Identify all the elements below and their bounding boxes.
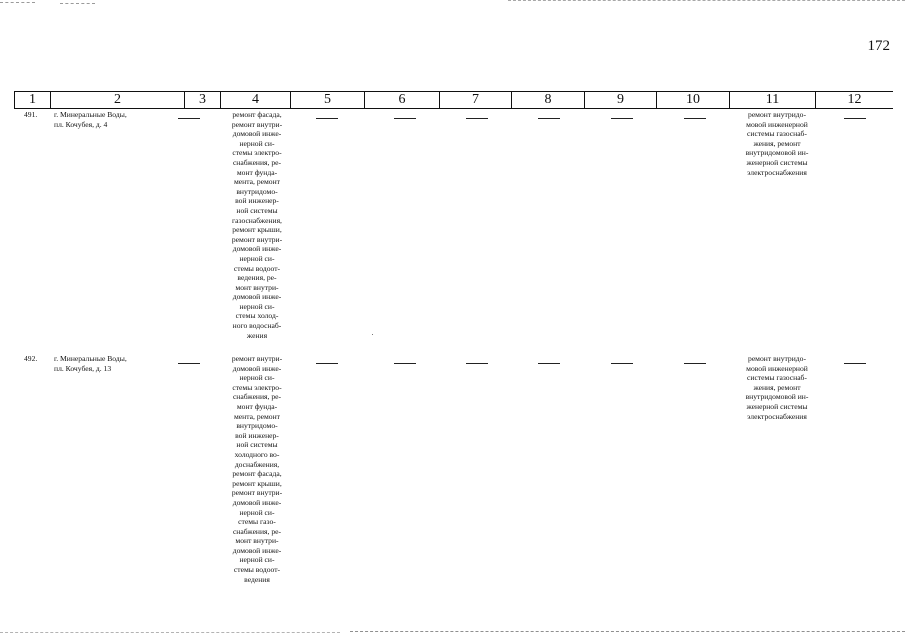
empty-dash-col12 bbox=[844, 118, 866, 119]
row-works: ремонт фасада, ремонт внутри- домовой инже- нерной си- стемы электро- снабжения, ре- монт фунда- мента, ремонт внутридомо- вой инженер- ной системы газоснабжения, ремонт крыши, ремонт внутри- домовой инже- нерной си- стемы водоот- ведения, ре- монт внутри- домовой инже- нерной си- стемы холод- ного водоснаб- жения bbox=[231, 110, 283, 340]
empty-dash-col7 bbox=[466, 363, 488, 364]
empty-dash-col8 bbox=[538, 118, 560, 119]
empty-dash-col8 bbox=[538, 363, 560, 364]
header-col-10: 10 bbox=[657, 92, 730, 108]
empty-dash-col5 bbox=[316, 363, 338, 364]
row-col11-works: ремонт внутридо- мовой инженерной системы газоснаб- жения, ремонт внутридомовой ин- женерной системы электроснабжения bbox=[745, 354, 809, 421]
empty-dash-col7 bbox=[466, 118, 488, 119]
table-header-row bbox=[14, 91, 893, 109]
empty-dash-col3 bbox=[178, 363, 200, 364]
scan-bottom-edge bbox=[0, 630, 905, 640]
header-col-8: 8 bbox=[512, 92, 585, 108]
empty-dash-col3 bbox=[178, 118, 200, 119]
scan-top-edge bbox=[0, 0, 905, 8]
scan-speck bbox=[372, 334, 373, 335]
empty-dash-col6 bbox=[394, 118, 416, 119]
row-number: 492. bbox=[24, 354, 38, 363]
header-col-7: 7 bbox=[440, 92, 512, 108]
row-number: 491. bbox=[24, 110, 38, 119]
empty-dash-col9 bbox=[611, 118, 633, 119]
empty-dash-col10 bbox=[684, 118, 706, 119]
header-col-5: 5 bbox=[291, 92, 365, 108]
header-col-1: 1 bbox=[15, 92, 51, 108]
row-address: г. Минеральные Воды, пл. Кочубея, д. 4 bbox=[54, 110, 127, 129]
empty-dash-col5 bbox=[316, 118, 338, 119]
header-col-4: 4 bbox=[221, 92, 291, 108]
page-number: 172 bbox=[867, 38, 890, 54]
row-address: г. Минеральные Воды, пл. Кочубея, д. 13 bbox=[54, 354, 127, 373]
empty-dash-col6 bbox=[394, 363, 416, 364]
header-col-9: 9 bbox=[585, 92, 657, 108]
header-col-2: 2 bbox=[51, 92, 185, 108]
header-col-6: 6 bbox=[365, 92, 440, 108]
empty-dash-col9 bbox=[611, 363, 633, 364]
row-works: ремонт внутри- домовой инже- нерной си- стемы электро- снабжения, ре- монт фунда- мента, ремонт внутридомо- вой инженер- ной системы холодного во- доснабжения, ремонт фасада, ремонт крыши, ремонт внутри- домовой инже- нерной си- стемы газо- снабжения, ре- монт внутри- домовой инже- нерной си- стемы водоот- ведения bbox=[231, 354, 283, 584]
row-col11-works: ремонт внутридо- мовой инженерной системы газоснаб- жения, ремонт внутридомовой ин- женерной системы электроснабжения bbox=[745, 110, 809, 177]
empty-dash-col10 bbox=[684, 363, 706, 364]
header-col-3: 3 bbox=[185, 92, 221, 108]
header-col-12: 12 bbox=[847, 92, 862, 107]
header-col-11: 11 bbox=[730, 92, 816, 108]
empty-dash-col12 bbox=[844, 363, 866, 364]
